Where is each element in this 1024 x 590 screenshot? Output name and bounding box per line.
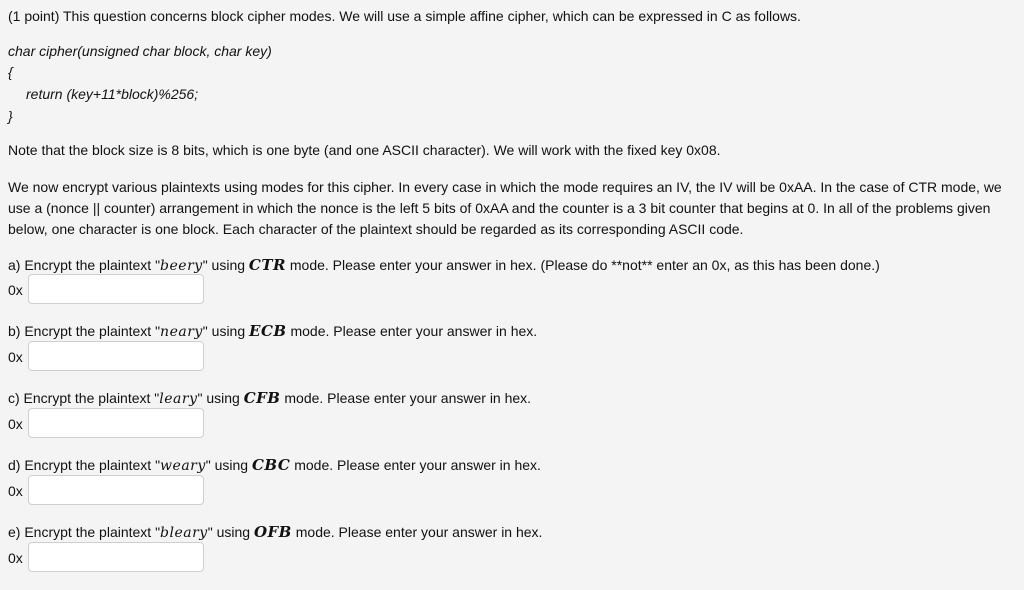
hex-prefix-d: 0x [8, 483, 23, 499]
question-b-prefix: b) Encrypt the plaintext " [8, 323, 161, 339]
question-a-suffix: mode. Please enter your answer in hex. (Please do **not** enter an 0x, as this has been done.) [285, 257, 880, 273]
question-e-mode: OFB [253, 523, 292, 541]
answer-input-c[interactable] [28, 408, 204, 438]
question-e-plaintext: bleary [160, 525, 208, 541]
question-e-suffix: mode. Please enter your answer in hex. [291, 524, 543, 540]
note-text: Note that the block size is 8 bits, which is one byte (and one ASCII character). We will work with the fixed key 0x08. [8, 142, 721, 158]
answer-input-d[interactable] [28, 475, 204, 505]
question-d-prefix: d) Encrypt the plaintext " [8, 457, 161, 473]
question-e-prefix: e) Encrypt the plaintext " [8, 524, 161, 540]
question-c-suffix: mode. Please enter your answer in hex. [280, 390, 532, 406]
mode-description: We now encrypt various plaintexts using modes for this cipher. In every case in which the mode requires an IV, the IV will be 0xAA. In the case of CTR mode, we use a (nonce || counter) arrangement in which the nonce is the left 5 bits of 0xAA and the counter is a 3 bit counter that begins at 0. In all of the problems given below, one character is one block. Each character of the plaintext should be regarded as its corresponding ASCII code. [8, 179, 1002, 237]
question-d-mode: CBC [251, 456, 291, 474]
question-d-suffix: mode. Please enter your answer in hex. [290, 457, 541, 473]
question-c-mode: CFB [243, 389, 281, 407]
answer-input-e[interactable] [28, 542, 204, 572]
answer-row-a [8, 274, 208, 306]
answer-row-d [8, 475, 208, 507]
question-a-prefix: a) Encrypt the plaintext " [8, 257, 161, 273]
hex-prefix-b: 0x [8, 349, 23, 365]
intro-text: (1 point) This question concerns block cipher modes. We will use a simple affine cipher, which can be expressed in C as follows. [8, 8, 801, 24]
question-c-middle: " using [197, 390, 244, 406]
question-c-plaintext: leary [159, 391, 198, 407]
question-b-mode: ECB [249, 322, 287, 340]
question-c [8, 389, 531, 407]
question-b [8, 322, 537, 340]
answer-row-b [8, 341, 208, 373]
question-d [8, 456, 541, 474]
question-e-middle: " using [207, 524, 254, 540]
hex-prefix-e: 0x [8, 550, 23, 566]
hex-prefix-a: 0x [8, 282, 23, 298]
answer-row-c [8, 408, 208, 440]
question-b-plaintext: neary [160, 324, 203, 340]
question-b-middle: " using [202, 323, 250, 339]
code-signature: char cipher(unsigned char block, char key) [8, 43, 272, 59]
question-b-suffix: mode. Please enter your answer in hex. [286, 323, 538, 339]
answer-row-e [8, 542, 208, 574]
question-d-plaintext: weary [160, 458, 206, 474]
question-c-prefix: c) Encrypt the plaintext " [8, 390, 160, 406]
code-body: return (key+11*block)%256; [26, 86, 199, 102]
answer-input-b[interactable] [28, 341, 204, 371]
question-d-middle: " using [205, 457, 252, 473]
code-open-brace: { [8, 64, 13, 80]
question-a-mode: CTR [248, 256, 286, 274]
question-a-middle: " using [202, 257, 249, 273]
question-a [8, 256, 880, 274]
question-e [8, 523, 542, 541]
answer-input-a[interactable] [28, 274, 204, 304]
code-close-brace: } [8, 108, 13, 124]
hex-prefix-c: 0x [8, 416, 23, 432]
question-a-plaintext: beery [160, 258, 203, 274]
